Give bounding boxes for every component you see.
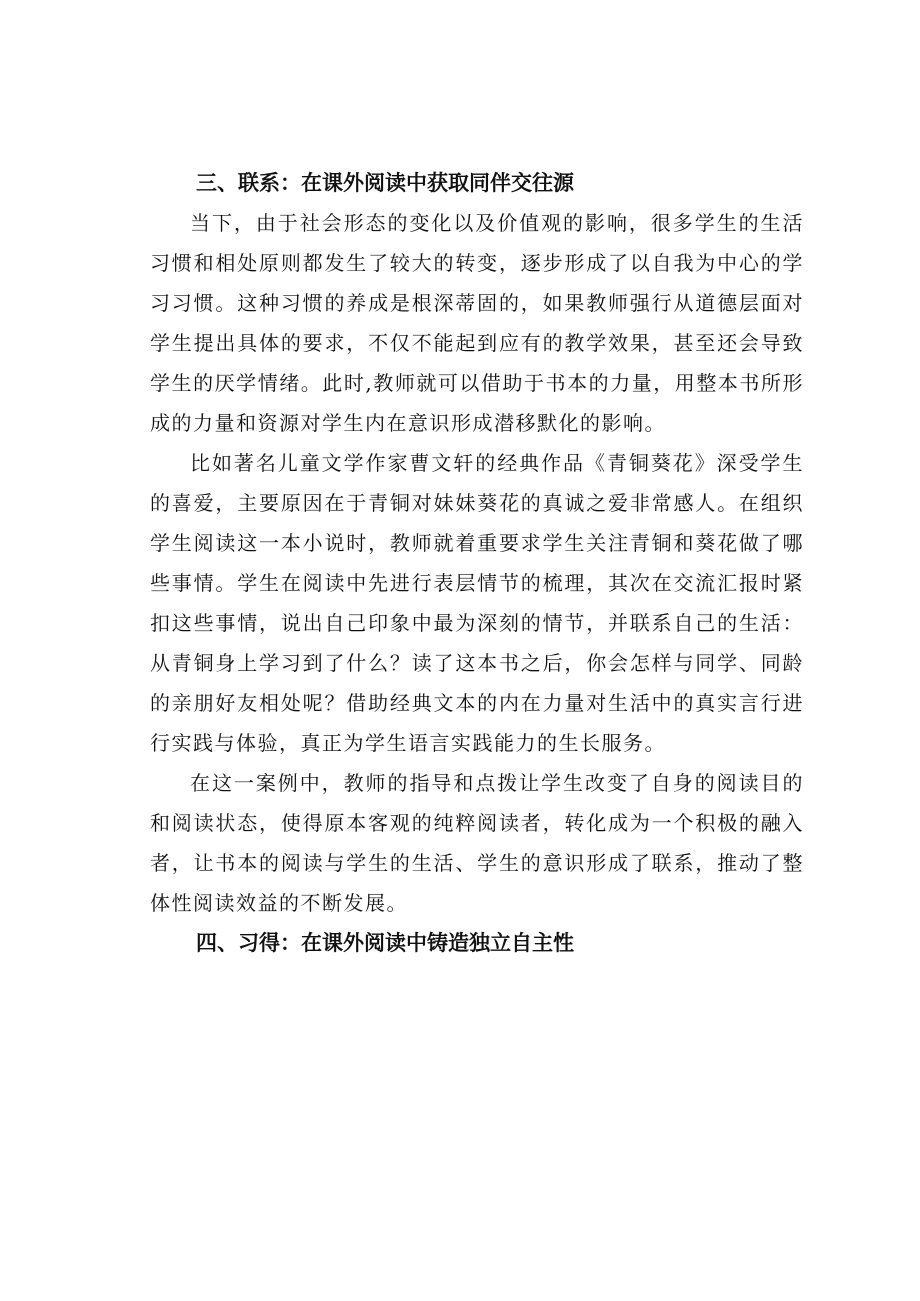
section-heading-4: 四、习得：在课外阅读中铸造独立自主性	[196, 931, 574, 955]
paragraph: 比如著名儿童文学作家曹文轩的经典作品《青铜葵花》深受学生的喜爱，主要原因在于青铜对妹妹葵花的真诚之爱非常感人。在组织学生阅读这一本小说时，教师就着重要求学生关注青铜和葵花做了哪些事情。学生在阅读中先进行表层情节的梳理，其次在交流汇报时紧扣这些事情，说出自己印象中最为深刻的情节，并联系自己的生活：从青铜身上学习到了什么？读了这本书之后，你会怎样与同学、同龄的亲朋好友相处呢？借助经典文本的内在力量对生活中的真实言行进行实践与体验，真正为学生语言实践能力的生长服务。	[150, 451, 804, 755]
paragraph: 在这一案例中，教师的指导和点拨让学生改变了自身的阅读目的和阅读状态，使得原本客观的纯粹阅读者，转化成为一个积极的融入者，让书本的阅读与学生的生活、学生的意识形成了联系，推动了整体性阅读效益的不断发展。	[150, 771, 804, 915]
section-heading-3: 三、联系：在课外阅读中获取同伴交往源	[196, 171, 574, 195]
paragraph: 当下，由于社会形态的变化以及价值观的影响，很多学生的生活习惯和相处原则都发生了较大的转变，逐步形成了以自我为中心的学习习惯。这种习惯的养成是根深蒂固的，如果教师强行从道德层面对学生提出具体的要求，不仅不能起到应有的教学效果，甚至还会导致学生的厌学情绪。此时,教师就可以借助于书本的力量，用整本书所形成的力量和资源对学生内在意识形成潜移默化的影响。	[150, 211, 804, 435]
document-body	[150, 163, 804, 963]
